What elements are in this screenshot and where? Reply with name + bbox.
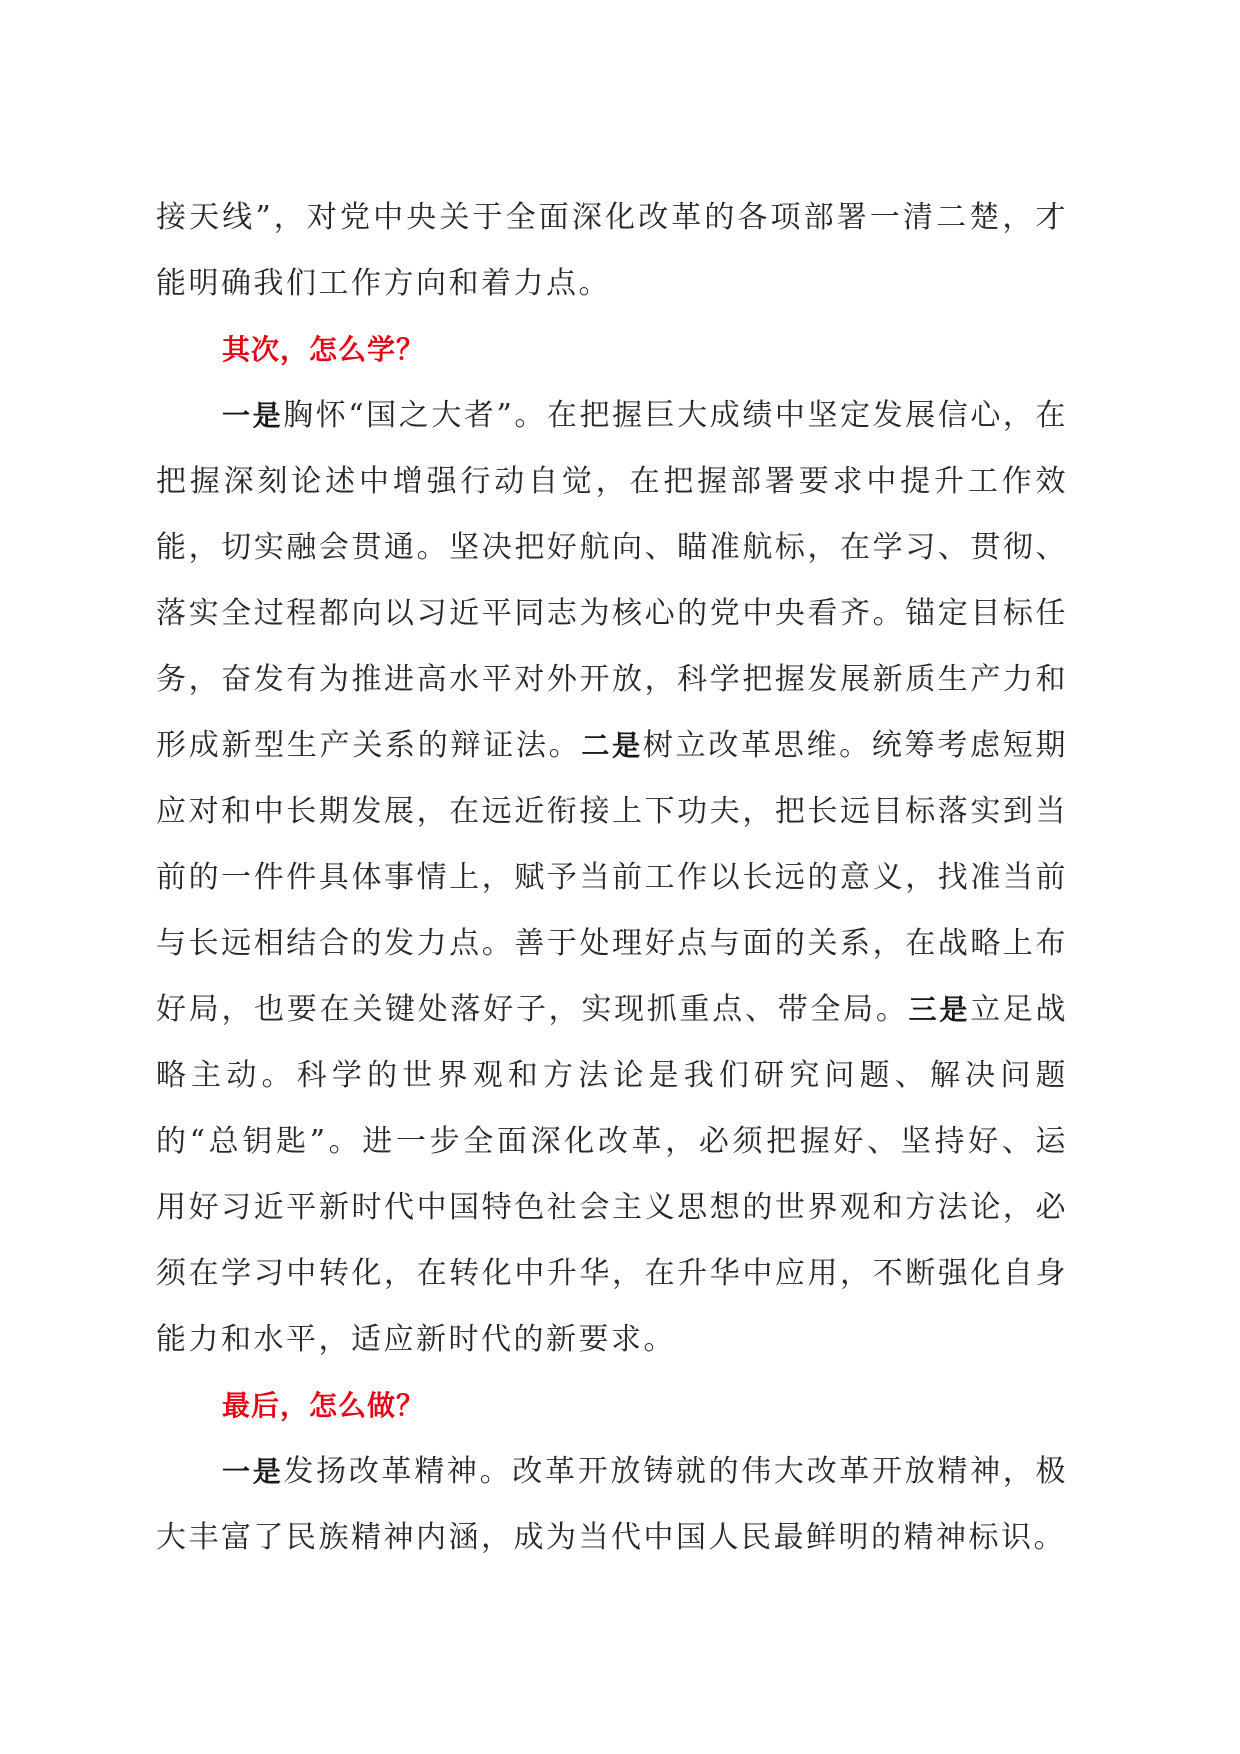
paragraph-continued — [156, 185, 1068, 317]
document-body — [156, 185, 1068, 1571]
paragraph-text: 发扬改革精神。改革开放铸就的伟大改革开放精神，极大丰富了民族精神内涵，成为当代中国人民最鲜明的精神标识。 — [156, 1454, 1068, 1555]
lead-second: 二是 — [581, 729, 643, 762]
paragraph-text: 胸怀“国之大者”。在把握巨大成绩中坚定发展信心，在把握深刻论述中增强行动自觉，在把握部署要求中提升工作效能，切实融会贯通。坚决把好航向、瞄准航标，在学习、贯彻、落实全过程都向以习近平同志为核心的党中央看齐。锚定目标任务，奋发有为推进高水平对外开放，科学把握发展新质生产力和形成新型生产关系的辩证法。 — [156, 398, 1068, 763]
section-heading-how-to-learn: 其次，怎么学？ — [222, 333, 426, 366]
paragraph-text: 立足战略主动。科学的世界观和方法论是我们研究问题、解决问题的“总钥匙”。进一步全面深化改革，必须把握好、坚持好、运用好习近平新时代中国特色社会主义思想的世界观和方法论，必须在学习中转化，在转化中升华，在升华中应用，不断强化自身能力和水平，适应新时代的新要求。 — [156, 992, 1069, 1357]
lead-first: 一是 — [222, 1455, 284, 1488]
lead-first: 一是 — [222, 399, 284, 432]
lead-third: 三是 — [908, 993, 971, 1026]
paragraph-how-to-do — [156, 1439, 1068, 1571]
section-heading-how-to-do: 最后，怎么做？ — [222, 1389, 426, 1422]
paragraph-text: 接天线”，对党中央关于全面深化改革的各项部署一清二楚，才能明确我们工作方向和着力点。 — [156, 200, 1068, 301]
paragraph-text: 树立改革思维。统筹考虑短期应对和中长期发展，在远近衔接上下功夫，把长远目标落实到当前的一件件具体事情上，赋予当前工作以长远的意义，找准当前与长远相结合的发力点。善于处理好点与面的关系，在战略上布好局，也要在关键处落好子，实现抓重点、带全局。 — [156, 728, 1069, 1027]
paragraph-how-to-learn — [156, 383, 1068, 1373]
